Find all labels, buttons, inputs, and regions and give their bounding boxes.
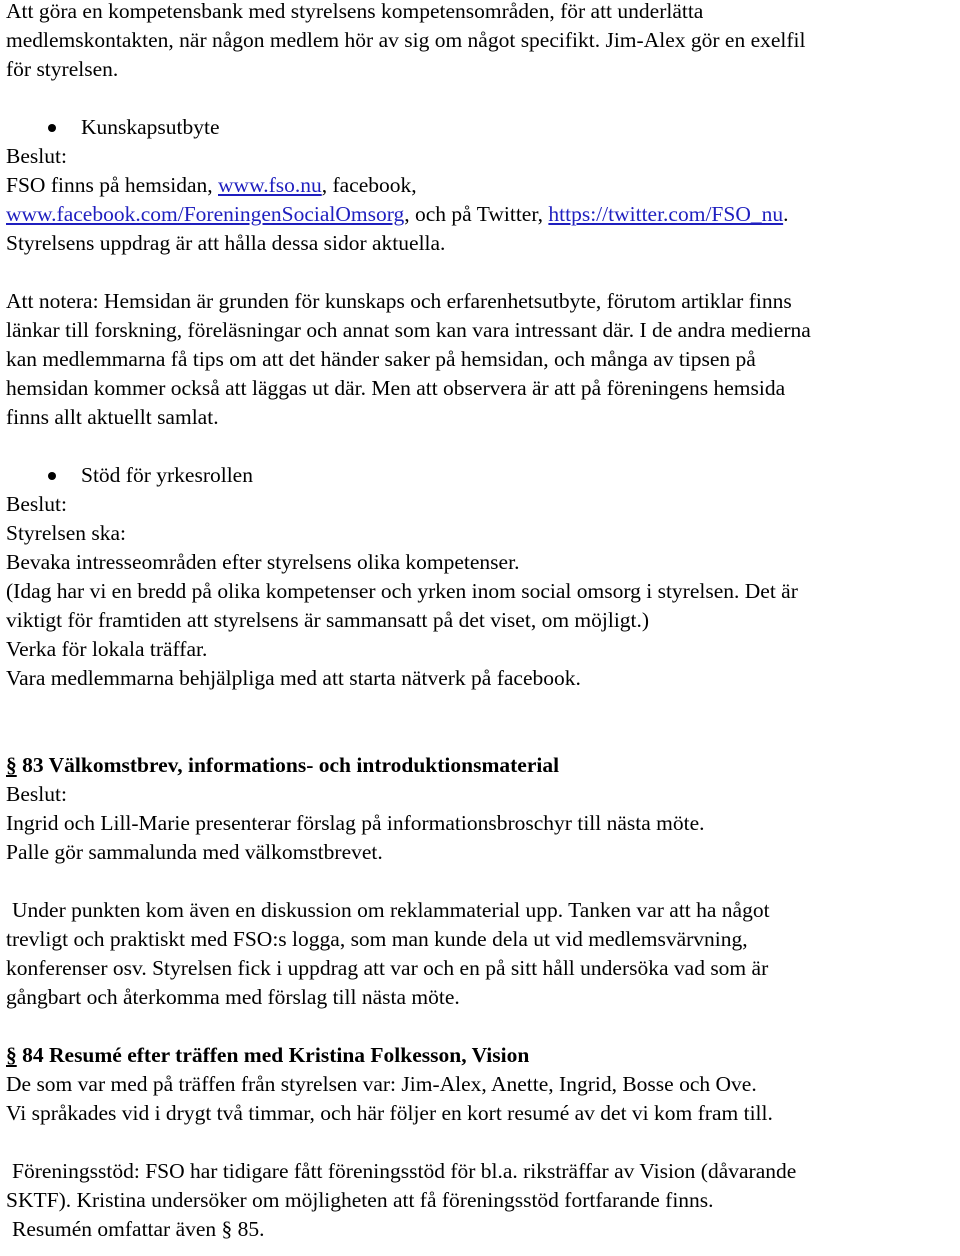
page-content (6, 0, 956, 1244)
text-line: gångbart och återkomma med förslag till nästa möte. (6, 985, 460, 1009)
heading-text: 83 Välkomstbrev, informations- och introduktionsmaterial (16, 753, 560, 777)
twitter-link[interactable]: https://twitter.com/FSO_nu (548, 202, 784, 226)
text-line: Ingrid och Lill-Marie presenterar förslag på informationsbroschyr till nästa möte. (6, 811, 705, 835)
text-line: hemsidan kommer också att läggas ut där. Men att observera är att på föreningens hemsida (6, 376, 786, 400)
text-line: Palle gör sammalunda med välkomstbrevet. (6, 840, 383, 864)
text-line: Bevaka intresseområden efter styrelsens olika kompetenser. (6, 550, 520, 574)
text-span: , facebook, (321, 173, 417, 197)
text-line: konferenser osv. Styrelsen fick i uppdrag att var och en på sitt håll undersöka vad som är (6, 956, 769, 980)
text-line: De som var med på träffen från styrelsen var: Jim-Alex, Anette, Ingrid, Bosse och Ove. (6, 1072, 757, 1096)
text-line: finns allt aktuellt samlat. (6, 405, 219, 429)
text-line: Verka för lokala träffar. (6, 637, 208, 661)
facebook-link[interactable]: www.facebook.com/ForeningenSocialOmsorg (6, 202, 405, 226)
text-line: kan medlemmarna få tips om att det händer saker på hemsidan, och många av tipsen på (6, 347, 756, 371)
links-line (6, 171, 956, 200)
text-line: SKTF). Kristina undersöker om möjligheten att få föreningsstöd fortfarande finns. (6, 1188, 714, 1212)
text-line: länkar till forskning, föreläsningar och annat som kan vara intressant där. I de andra medierna (6, 318, 811, 342)
text-line: Att notera: Hemsidan är grunden för kunskaps och erfarenhetsutbyte, förutom artiklar finns (6, 289, 792, 313)
bullet-item-kunskapsutbyte: Kunskapsutbyte (6, 113, 956, 142)
intro-section (6, 0, 956, 84)
section-83-heading (6, 751, 956, 780)
beslut-label: Beslut: (6, 782, 67, 806)
text-line: Föreningsstöd: FSO har tidigare fått föreningsstöd för bl.a. riksträffar av Vision (dåvarande (12, 1159, 797, 1183)
paragraph-sign: § (6, 1043, 17, 1067)
section-83 (6, 751, 956, 1012)
heading-text: 84 Resumé efter träffen med Kristina Folkesson, Vision (16, 1043, 530, 1067)
text-line: Styrelsens uppdrag är att hålla dessa sidor aktuella. (6, 231, 446, 255)
links-line (6, 200, 956, 229)
paragraph-sign: § (6, 753, 17, 777)
text-span: FSO finns på hemsidan, (6, 173, 219, 197)
fso-website-link[interactable]: www.fso.nu (218, 173, 322, 197)
section-84-heading (6, 1041, 956, 1070)
text-span: , och på Twitter, (404, 202, 549, 226)
text-line: Vi språkades vid i drygt två timmar, och här följer en kort resumé av det vi kom fram till. (6, 1101, 773, 1125)
text-line: Att göra en kompetensbank med styrelsens kompetensområden, för att underlätta (6, 0, 704, 23)
text-line: (Idag har vi en bredd på olika kompetenser och yrken inom social omsorg i styrelsen. Det är (6, 579, 798, 603)
text-line: Under punkten kom även en diskussion om reklammaterial upp. Tanken var att ha något (12, 898, 770, 922)
text-line: Styrelsen ska: (6, 521, 127, 545)
beslut-label: Beslut: (6, 144, 67, 168)
bullet-item-stod: Stöd för yrkesrollen (6, 461, 956, 490)
beslut-label: Beslut: (6, 492, 67, 516)
text-span: . (783, 202, 789, 226)
text-line: för styrelsen. (6, 57, 119, 81)
text-line: medlemskontakten, när någon medlem hör av sig om något specifikt. Jim-Alex gör en exelfil (6, 28, 806, 52)
text-line: viktigt för framtiden att styrelsens är sammansatt på det viset, om möjligt.) (6, 608, 650, 632)
kunskapsutbyte-section (6, 113, 956, 432)
text-line: Resumén omfattar även § 85. (12, 1217, 265, 1241)
section-84 (6, 1041, 956, 1244)
stod-section (6, 461, 956, 693)
text-line: trevligt och praktiskt med FSO:s logga, som man kunde dela ut vid medlemsvärvning, (6, 927, 748, 951)
text-line: Vara medlemmarna behjälpliga med att starta nätverk på facebook. (6, 666, 581, 690)
